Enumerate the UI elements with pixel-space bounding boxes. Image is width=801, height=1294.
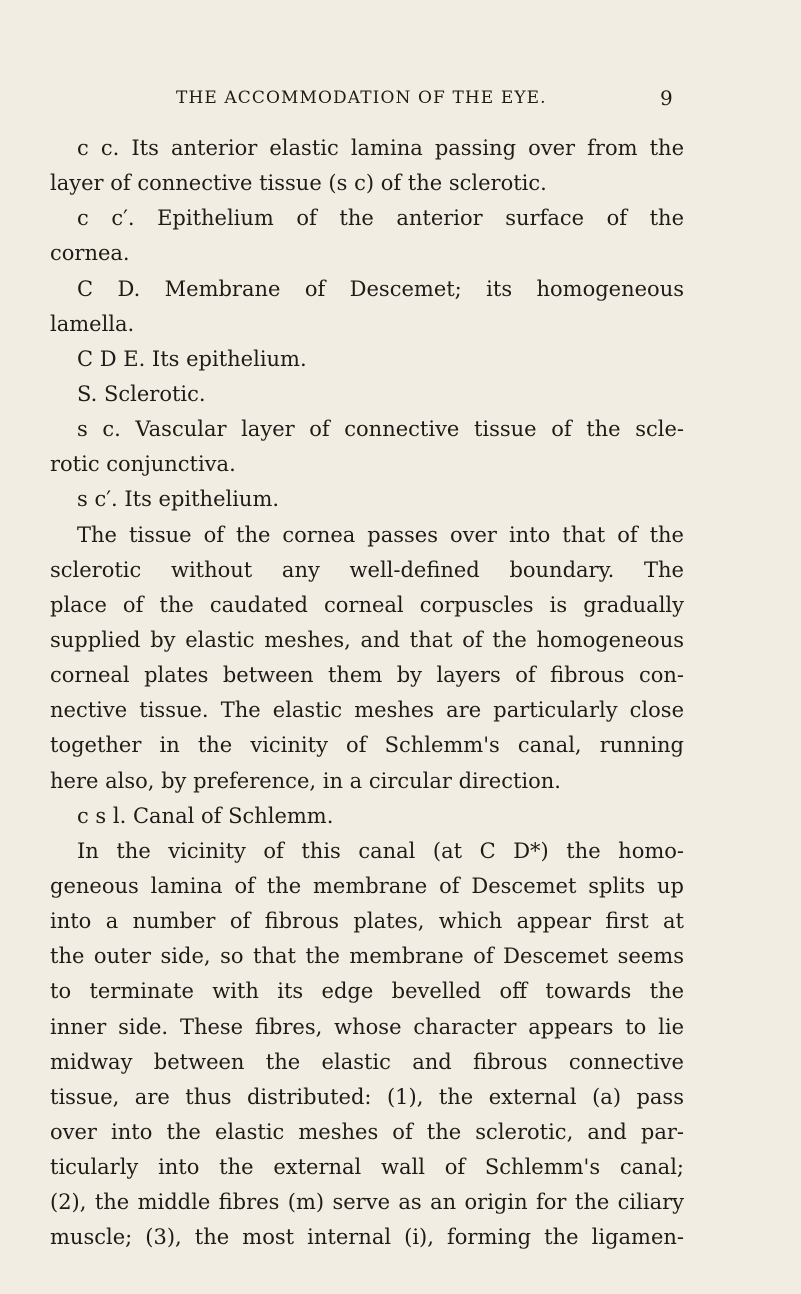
text-line: supplied by elastic meshes, and that of the homogeneous bbox=[50, 627, 684, 652]
text-line: lamella. bbox=[50, 311, 135, 336]
text-line: corneal plates between them by layers of fibrous con- bbox=[50, 663, 684, 688]
text-line: together in the vicinity of Schlemm's canal, running bbox=[50, 733, 684, 758]
text-line: over into the elastic meshes of the sclerotic, and par- bbox=[50, 1119, 684, 1144]
text-line: midway between the elastic and fibrous connective bbox=[50, 1049, 684, 1074]
text-line: place of the caudated corneal corpuscles is gradually bbox=[50, 592, 684, 617]
text-line: C D E. Its epithelium. bbox=[77, 346, 307, 371]
running-title: THE ACCOMMODATION OF THE EYE. bbox=[176, 88, 547, 108]
text-line: S. Sclerotic. bbox=[77, 381, 206, 406]
text-line: In the vicinity of this canal (at C D*) the homo- bbox=[77, 838, 684, 863]
body-text bbox=[50, 131, 684, 1256]
text-line: to terminate with its edge bevelled off towards the bbox=[50, 979, 684, 1004]
text-line: sclerotic without any well-defined boundary. The bbox=[50, 557, 684, 582]
text-line: inner side. These fibres, whose character appears to lie bbox=[50, 1014, 684, 1039]
text-line: muscle; (3), the most internal (i), forming the ligamen- bbox=[50, 1225, 684, 1250]
text-line: c s l. Canal of Schlemm. bbox=[77, 803, 334, 828]
text-line: geneous lamina of the membrane of Descemet splits up bbox=[50, 873, 684, 898]
text-line: C D. Membrane of Descemet; its homogeneous bbox=[77, 276, 684, 301]
text-line: tissue, are thus distributed: (1), the external (a) pass bbox=[50, 1084, 684, 1109]
text-line: The tissue of the cornea passes over into that of the bbox=[77, 522, 684, 547]
text-line: nective tissue. The elastic meshes are particularly close bbox=[50, 698, 684, 723]
text-line: here also, by preference, in a circular direction. bbox=[50, 768, 561, 793]
text-line: ticularly into the external wall of Schlemm's canal; bbox=[50, 1155, 684, 1180]
text-line: s c′. Its epithelium. bbox=[77, 487, 280, 512]
text-line: (2), the middle fibres (m) serve as an origin for the ciliary bbox=[50, 1190, 684, 1215]
running-head bbox=[0, 88, 801, 112]
text-line: the outer side, so that the membrane of Descemet seems bbox=[50, 944, 684, 969]
page-number: 9 bbox=[660, 86, 673, 110]
text-line: into a number of fibrous plates, which appear first at bbox=[50, 909, 684, 934]
text-line: layer of connective tissue (s c) of the sclerotic. bbox=[50, 171, 547, 196]
text-line: cornea. bbox=[50, 241, 130, 266]
text-line: s c. Vascular layer of connective tissue of the scle- bbox=[77, 417, 684, 442]
text-line: c c. Its anterior elastic lamina passing over from the bbox=[77, 136, 684, 160]
text-line: rotic conjunctiva. bbox=[50, 452, 236, 477]
text-line: c c′. Epithelium of the anterior surface of the bbox=[77, 206, 684, 231]
